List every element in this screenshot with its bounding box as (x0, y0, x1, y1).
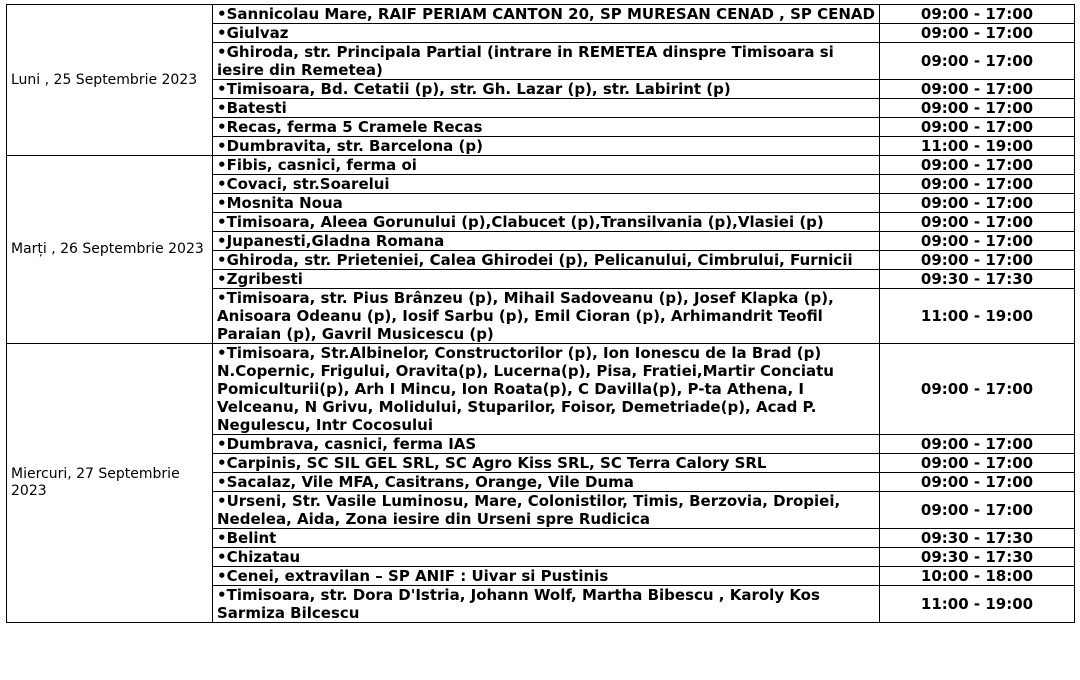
location-cell: •Jupanesti,Gladna Romana (213, 232, 880, 251)
location-cell: •Belint (213, 529, 880, 548)
time-interval-cell: 09:00 - 17:00 (880, 175, 1075, 194)
location-cell: •Timisoara, str. Pius Brânzeu (p), Mihail Sadoveanu (p), Josef Klapka (p), Anisoara Odeanu (p), Iosif Sarbu (p), Emil Cioran (p), Arhimandrit Teofil Paraian (p), Gavril Musicescu (p) (213, 289, 880, 344)
day-label: Miercuri, 27 Septembrie 2023 (11, 466, 180, 499)
location-cell: •Sannicolau Mare, RAIF PERIAM CANTON 20, SP MURESAN CENAD , SP CENAD (213, 5, 880, 24)
time-interval-cell: 09:00 - 17:00 (880, 344, 1075, 435)
location-cell: •Covaci, str.Soarelui (213, 175, 880, 194)
time-interval-cell: 09:00 - 17:00 (880, 492, 1075, 529)
day-label: Marți , 26 Septembrie 2023 (11, 241, 204, 257)
time-interval-cell: 09:00 - 17:00 (880, 194, 1075, 213)
location-cell: •Batesti (213, 99, 880, 118)
location-cell: •Ghiroda, str. Principala Partial (intrare in REMETEA dinspre Timisoara si iesire din Remetea) (213, 43, 880, 80)
location-cell: •Timisoara, Bd. Cetatii (p), str. Gh. Lazar (p), str. Labirint (p) (213, 80, 880, 99)
time-interval-cell: 11:00 - 19:00 (880, 137, 1075, 156)
day-cell (7, 156, 213, 344)
day-cell (7, 344, 213, 623)
time-interval-cell: 09:00 - 17:00 (880, 473, 1075, 492)
location-cell: •Fibis, casnici, ferma oi (213, 156, 880, 175)
time-interval-cell: 09:00 - 17:00 (880, 43, 1075, 80)
location-cell: •Timisoara, Str.Albinelor, Constructorilor (p), Ion Ionescu de la Brad (p) N.Copernic, Frigului, Oravita(p), Lucerna(p), Pisa, Fratiei,Martir Conciatu Pomiculturii(p), Arh I Mincu, Ion Roata(p), C Davilla(p), P-ta Athena, I Velceanu, N Grivu, Molidului, Stuparilor, Foisor, Demetriade(p), Acad P. Negulescu, Intr Cocosului (213, 344, 880, 435)
schedule-body (7, 5, 1075, 623)
outage-schedule-table (6, 4, 1075, 623)
day-cell (7, 5, 213, 156)
schedule-row (7, 344, 1075, 435)
location-cell: •Carpinis, SC SIL GEL SRL, SC Agro Kiss SRL, SC Terra Calory SRL (213, 454, 880, 473)
time-interval-cell: 09:00 - 17:00 (880, 435, 1075, 454)
location-cell: •Chizatau (213, 548, 880, 567)
schedule-row (7, 156, 1075, 175)
location-cell: •Urseni, Str. Vasile Luminosu, Mare, Colonistilor, Timis, Berzovia, Dropiei, Nedelea, Aida, Zona iesire din Urseni spre Rudicica (213, 492, 880, 529)
location-cell: •Ghiroda, str. Prieteniei, Calea Ghirodei (p), Pelicanului, Cimbrului, Furnicii (213, 251, 880, 270)
time-interval-cell: 09:30 - 17:30 (880, 548, 1075, 567)
location-cell: •Mosnita Noua (213, 194, 880, 213)
time-interval-cell: 09:00 - 17:00 (880, 454, 1075, 473)
location-cell: •Timisoara, str. Dora D'Istria, Johann Wolf, Martha Bibescu , Karoly Kos Sarmiza Bilcescu (213, 586, 880, 623)
day-label: Luni , 25 Septembrie 2023 (11, 71, 198, 88)
time-interval-cell: 09:00 - 17:00 (880, 251, 1075, 270)
time-interval-cell: 09:00 - 17:00 (880, 232, 1075, 251)
location-cell: •Zgribesti (213, 270, 880, 289)
time-interval-cell: 09:00 - 17:00 (880, 24, 1075, 43)
location-cell: •Sacalaz, Vile MFA, Casitrans, Orange, Vile Duma (213, 473, 880, 492)
location-cell: •Timisoara, Aleea Gorunului (p),Clabucet (p),Transilvania (p),Vlasiei (p) (213, 213, 880, 232)
location-cell: •Recas, ferma 5 Cramele Recas (213, 118, 880, 137)
time-interval-cell: 09:00 - 17:00 (880, 213, 1075, 232)
time-interval-cell: 11:00 - 19:00 (880, 586, 1075, 623)
time-interval-cell: 09:30 - 17:30 (880, 270, 1075, 289)
location-cell: •Dumbrava, casnici, ferma IAS (213, 435, 880, 454)
schedule-row (7, 5, 1075, 24)
time-interval-cell: 09:00 - 17:00 (880, 156, 1075, 175)
time-interval-cell: 09:30 - 17:30 (880, 529, 1075, 548)
time-interval-cell: 10:00 - 18:00 (880, 567, 1075, 586)
time-interval-cell: 09:00 - 17:00 (880, 5, 1075, 24)
location-cell: •Dumbravita, str. Barcelona (p) (213, 137, 880, 156)
location-cell: •Cenei, extravilan – SP ANIF : Uivar si Pustinis (213, 567, 880, 586)
location-cell: •Giulvaz (213, 24, 880, 43)
time-interval-cell: 09:00 - 17:00 (880, 99, 1075, 118)
time-interval-cell: 09:00 - 17:00 (880, 118, 1075, 137)
time-interval-cell: 09:00 - 17:00 (880, 80, 1075, 99)
time-interval-cell: 11:00 - 19:00 (880, 289, 1075, 344)
